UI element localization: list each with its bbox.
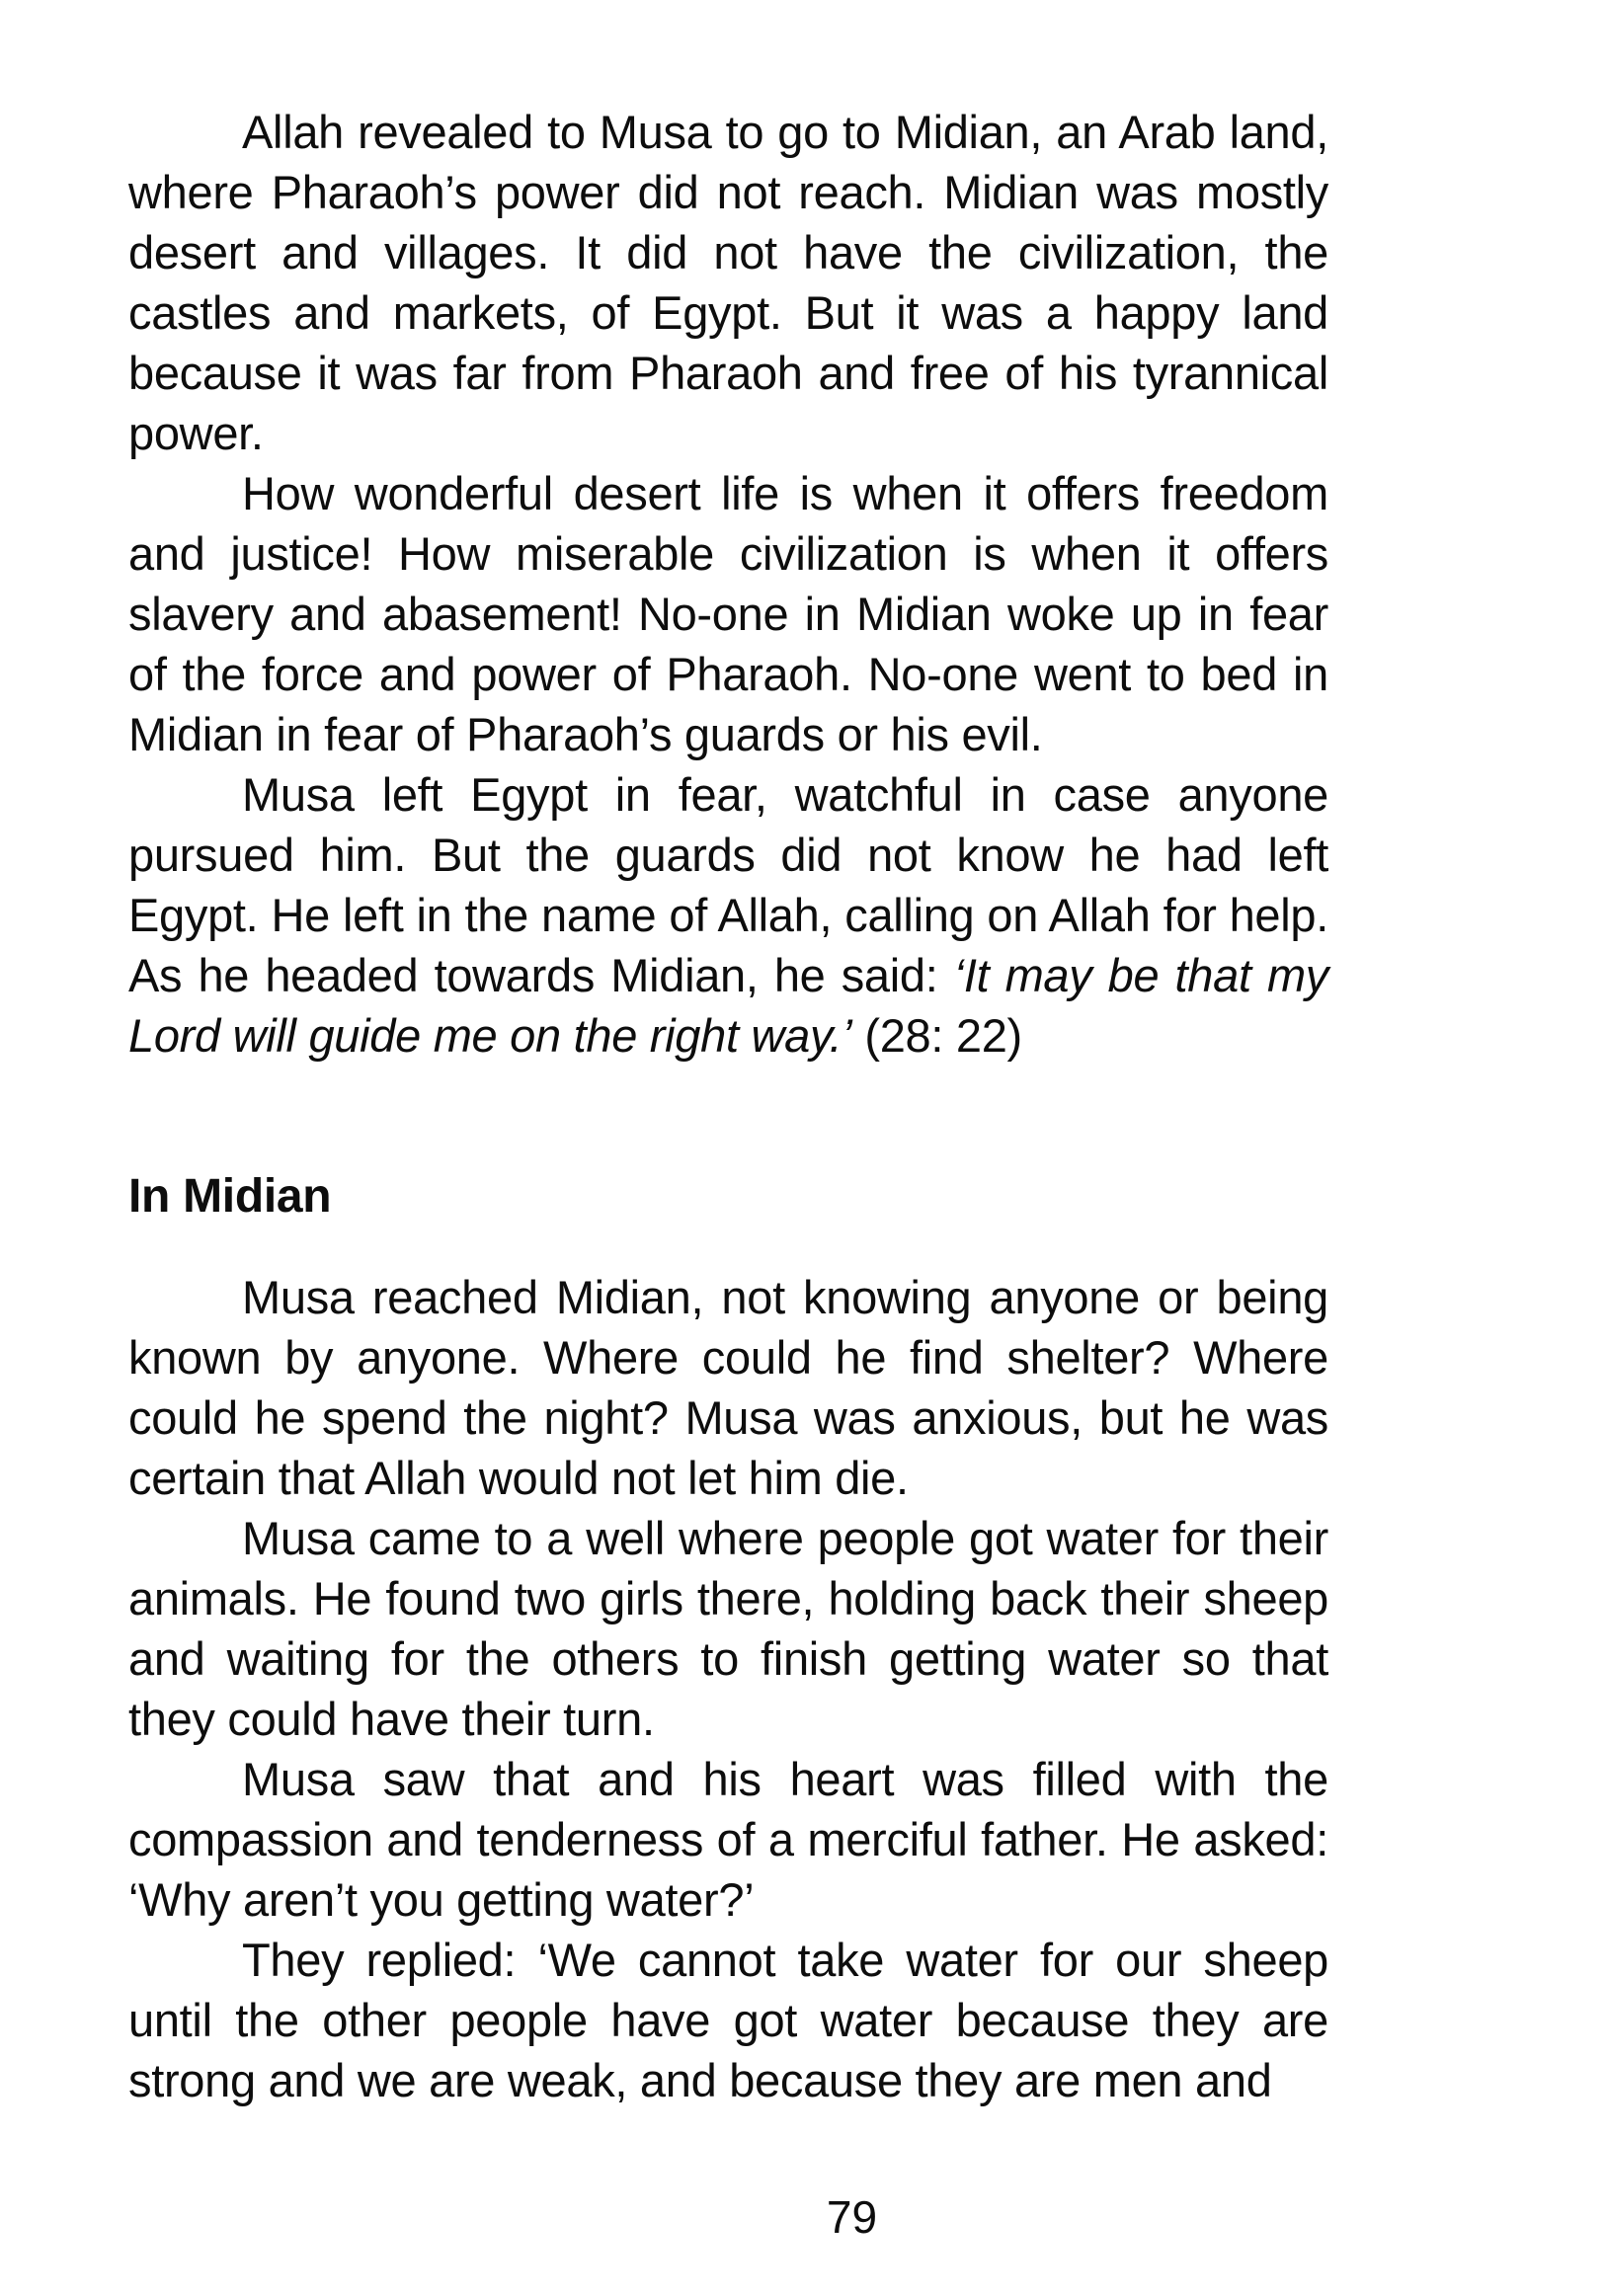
paragraph-text: They replied: ‘We cannot take water for our sheep until the other people have got water because they are strong and we are weak, and because they are men and <box>128 1934 1328 2106</box>
paragraph-text: How wonderful desert life is when it offers freedom and justice! How miserable civilization is when it offers slavery and abasement! No-one in Midian woke up in fear of the force and power of Pharaoh. No-one went to bed in Midian in fear of Pharaoh’s guards or his evil. <box>128 467 1328 760</box>
section-heading: In Midian <box>128 1170 332 1223</box>
body-paragraph <box>128 1508 1328 1749</box>
paragraph-text: Musa reached Midian, not knowing anyone or being known by anyone. Where could he find shelter? Where could he spend the night? Musa was anxious, but he was certain that Allah would not let him die. <box>128 1271 1328 1504</box>
text-column <box>128 102 1328 2110</box>
paragraph-text: Musa left Egypt in fear, watchful in case anyone pursued him. But the guards did not know he had left Egypt. He left in the name of Allah, calling on Allah for help. As he headed towards Midian, he said: <box>128 768 1328 1001</box>
page-number: 79 <box>826 2191 878 2243</box>
body-paragraph <box>128 1267 1328 1508</box>
quran-verse-reference: (28: 22) <box>851 1009 1022 1062</box>
body-paragraph-with-quran-quote <box>128 764 1328 1066</box>
paragraph-text: Musa saw that and his heart was filled with the compassion and tenderness of a merciful father. He asked: ‘Why aren’t you getting water?’ <box>128 1753 1328 1926</box>
body-paragraph <box>128 102 1328 463</box>
paragraph-text: Musa came to a well where people got water for their animals. He found two girls there, holding back their sheep and waiting for the others to finish getting water so that they could have their turn. <box>128 1512 1328 1745</box>
body-paragraph <box>128 1749 1328 1930</box>
body-paragraph <box>128 1930 1328 2110</box>
quran-quote-italic: ‘It may be that my Lord will guide me on the right way.’ <box>128 949 1328 1062</box>
body-paragraph <box>128 463 1328 764</box>
paragraph-text: Allah revealed to Musa to go to Midian, an Arab land, where Pharaoh’s power did not reach. Midian was mostly desert and villages. It did not have the civilization, the castles and markets, of Egypt. But it was a happy land because it was far from Pharaoh and free of his tyrannical power. <box>128 106 1328 459</box>
